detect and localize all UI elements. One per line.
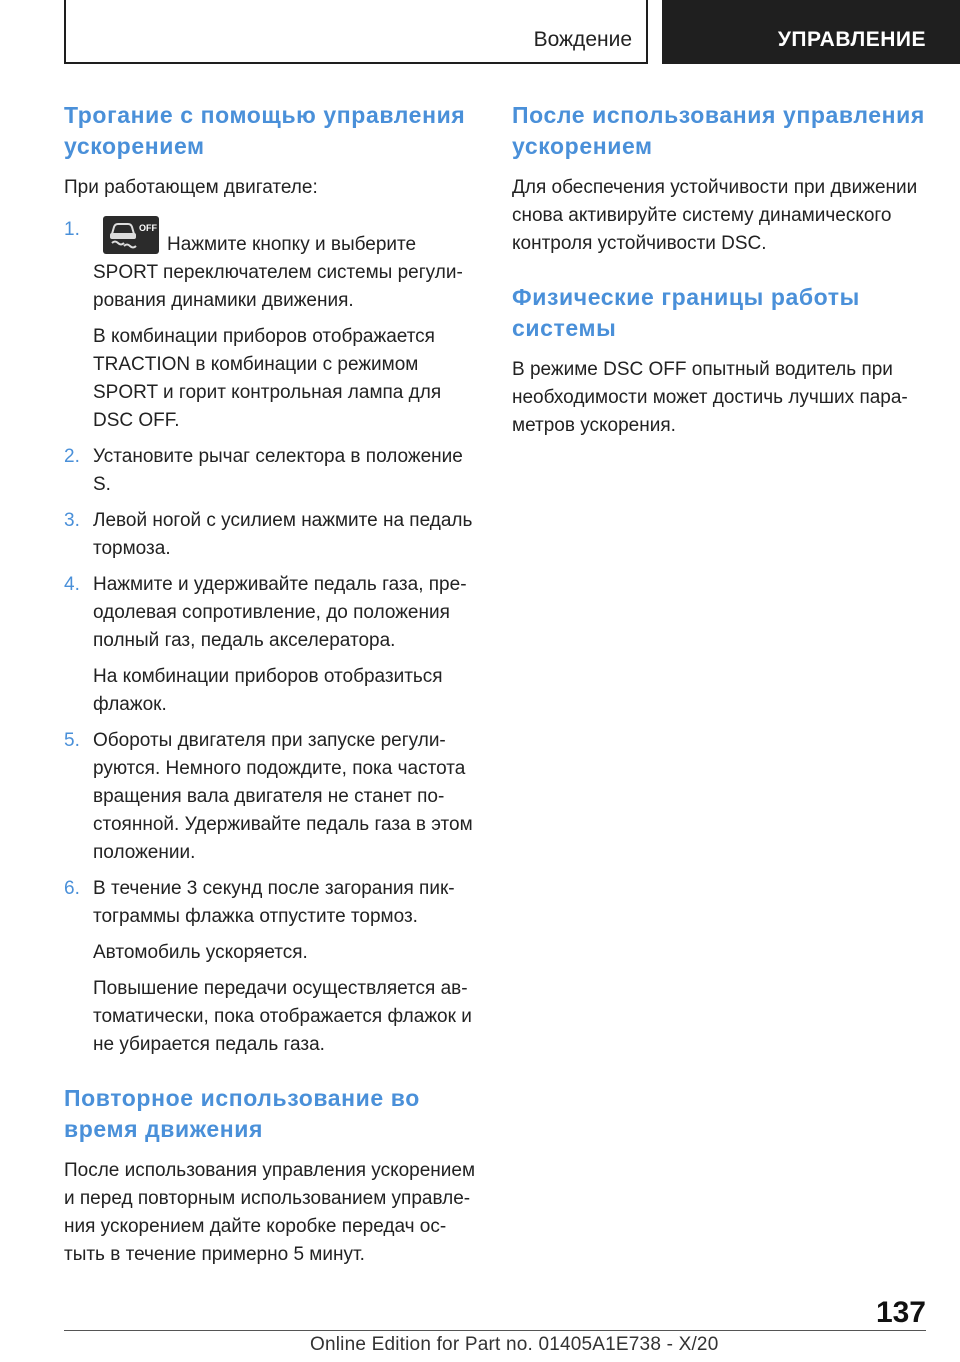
limits-text: В режиме DSC OFF опытный водитель при необходимости может достичь лучших пара-метров ускорения. (512, 359, 908, 436)
step-note: В комбинации приборов отображается TRACTION в комбинации с режимом SPORT и горит контрольная лампа для DSC OFF. (93, 326, 442, 431)
heading-reuse-while-driving: Повторное использование во время движения (64, 1085, 420, 1142)
dsc-off-icon (103, 216, 159, 254)
page-number: 137 (875, 1296, 926, 1329)
heading-after-launch-control: После использования управления ускорением (512, 102, 925, 159)
header-chapter-tab (662, 0, 960, 64)
step-text: Обороты двигателя при запуске регули-руются. Немного подождите, пока частота вращения вала двигателя не станет по-стоянной. Удерживайте педаль газа в этом положении. (93, 730, 473, 863)
chapter-title: УПРАВЛЕНИЕ (777, 28, 926, 51)
step-note: Автомобиль ускоряется. (93, 942, 308, 963)
list-item (64, 875, 484, 1059)
step-text: Левой ногой с усилием нажмите на педаль тормоза. (93, 510, 473, 559)
list-item (64, 571, 484, 719)
footer-divider (64, 1330, 926, 1331)
step-number: 3. (64, 510, 80, 531)
step-text: Нажмите и удерживайте педаль газа, пре-одолевая сопротивление, до положения полный газ, педаль акселератора. (93, 574, 467, 651)
list-item (64, 443, 484, 499)
step-text: Нажмите кнопку и выберите SPORT переключателем системы регули-рования динамики движения. (93, 234, 463, 311)
step-number: 6. (64, 878, 80, 899)
step-note: Повышение передачи осуществляется ав-томатически, пока отображается флажок и не убирается педаль газа. (93, 978, 472, 1055)
section-title: Вождение (533, 28, 632, 51)
after-text: Для обеспечения устойчивости при движении снова активируйте систему динамического контроля устойчивости DSC. (512, 177, 918, 254)
reuse-text: После использования управления ускорением и перед повторным использованием управле-ния ускорением дайте коробке передач ос-тыть в течение примерно 5 минут. (64, 1160, 476, 1265)
right-column (512, 100, 932, 440)
step-text: В течение 3 секунд после загорания пик-тограммы флажка отпустите тормоз. (93, 878, 455, 927)
list-item (64, 507, 484, 563)
header-section-tab (64, 0, 648, 64)
heading-system-limits: Физические границы работы системы (512, 284, 860, 341)
list-item (64, 216, 484, 435)
step-note: На комбинации приборов отобразиться флажок. (93, 666, 443, 715)
edition-note: Online Edition for Part no. 01405A1E738 - X/20 (310, 1334, 719, 1355)
step-number: 2. (64, 446, 80, 467)
steps-list (64, 216, 484, 1059)
step-number: 5. (64, 730, 80, 751)
step-text: Установите рычаг селектора в положение S. (93, 446, 463, 495)
step-number: 4. (64, 574, 80, 595)
list-item (64, 727, 484, 867)
intro-text: При работающем двигателе: (64, 177, 318, 198)
left-column (64, 100, 484, 1269)
step-number: 1. (64, 219, 80, 240)
heading-launch-control: Трогание с помощью управления ускорением (64, 102, 466, 159)
dsc-off-icon-label: OFF (139, 223, 157, 233)
